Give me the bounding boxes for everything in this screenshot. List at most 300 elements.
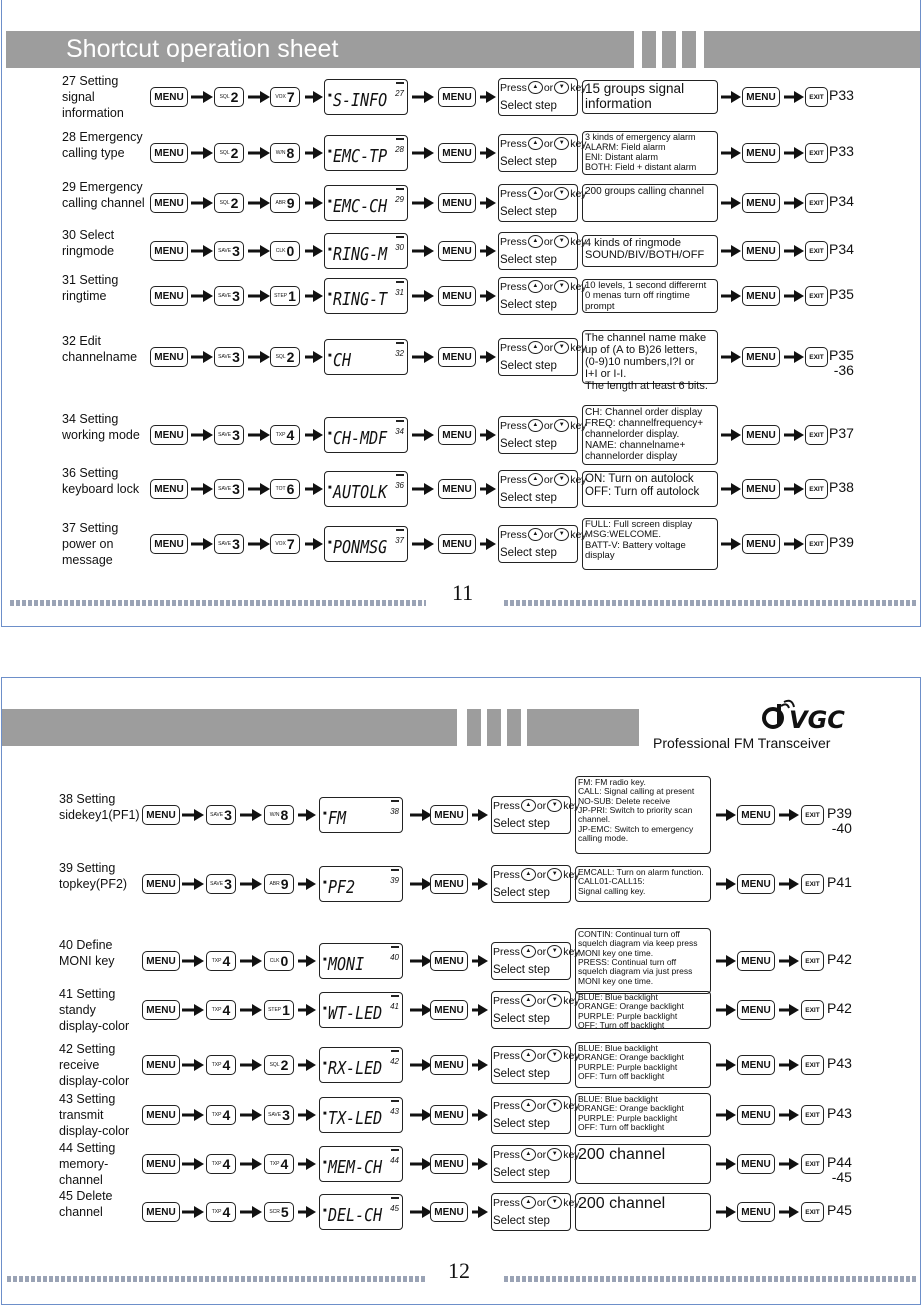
up-key-icon: ▲ [521, 1148, 536, 1161]
number-key[interactable] [264, 1000, 294, 1020]
number-key[interactable] [264, 874, 294, 894]
exit-key[interactable]: EXIT [801, 874, 824, 894]
key-digit: 3 [232, 427, 240, 443]
or-text: or [536, 1148, 547, 1161]
page-number: 12 [448, 1258, 470, 1283]
press-text: Press [500, 137, 527, 150]
key-digit: 8 [286, 145, 295, 161]
press-text: Press [500, 528, 527, 541]
exit-key[interactable]: EXIT [805, 479, 828, 499]
key-digit: 7 [286, 89, 295, 105]
brand-text: VGC [789, 706, 845, 734]
down-key-icon: ▼ [547, 1099, 562, 1112]
up-key-icon: ▲ [528, 235, 543, 248]
key-digit: 9 [286, 195, 295, 211]
menu-key[interactable]: MENU [438, 347, 476, 367]
option-description: 3 kinds of emergency alarm ALARM: Field alarm ENI: Distant alarm BOTH: Field + distant alarm [582, 131, 718, 175]
exit-key[interactable]: EXIT [805, 193, 828, 213]
footer-dots-left [10, 600, 426, 606]
key-digit: 3 [232, 288, 240, 304]
key-sublabel: STEP [268, 1007, 282, 1013]
down-key-icon: ▼ [547, 868, 562, 881]
lcd-dot-icon: ■ [328, 431, 332, 437]
select-step-box [491, 1145, 580, 1183]
arrow-icon [305, 245, 323, 257]
arrow-icon [412, 245, 434, 257]
menu-key[interactable]: MENU [142, 1105, 180, 1125]
select-step-box [491, 1193, 580, 1231]
select-step-text: Select step [500, 156, 557, 168]
arrow-icon [305, 147, 323, 159]
exit-key[interactable]: EXIT [801, 1202, 824, 1222]
key-digit: 2 [280, 1057, 289, 1073]
setting-label: 31 Setting ringtime [62, 273, 119, 303]
menu-key[interactable]: MENU [142, 1154, 180, 1174]
shortcut-row [2, 228, 920, 272]
lcd-text: RING-T [333, 288, 388, 310]
menu-key[interactable]: MENU [438, 87, 476, 107]
lcd-text: TX-LED [328, 1107, 383, 1129]
menu-key[interactable]: MENU [430, 1055, 468, 1075]
number-key[interactable] [264, 1055, 294, 1075]
lcd-display [324, 339, 408, 375]
arrow-icon [721, 290, 741, 302]
up-key-icon: ▲ [528, 280, 543, 293]
header-stripe [507, 709, 521, 746]
lcd-number: 45 [390, 1204, 399, 1213]
menu-key[interactable]: MENU [438, 534, 476, 554]
key-digit: 3 [232, 243, 240, 259]
option-description: CH: Channel order display FREQ: channelfrequency+ channelorder display. NAME: channelname+ channelorder display [582, 405, 718, 465]
up-key-icon: ▲ [528, 473, 543, 486]
arrow-icon [191, 351, 213, 363]
or-text: or [536, 945, 547, 958]
setting-label: 43 Setting transmit display-color [59, 1092, 130, 1138]
arrow-icon [191, 483, 213, 495]
arrow-icon [240, 809, 262, 821]
select-step-box [498, 277, 587, 315]
down-key-icon: ▼ [547, 1049, 562, 1062]
or-text: or [543, 473, 554, 486]
key-text: key [570, 137, 587, 150]
key-text: key [570, 419, 587, 432]
key-digit: 2 [230, 145, 239, 161]
or-text: or [543, 81, 554, 94]
arrow-icon [182, 955, 204, 967]
key-digit: 3 [232, 481, 240, 497]
up-key-icon: ▲ [521, 1049, 536, 1062]
menu-key[interactable]: MENU [737, 1154, 775, 1174]
arrow-icon [480, 429, 496, 441]
shortcut-row [2, 861, 920, 905]
down-key-icon: ▼ [554, 187, 569, 200]
menu-key[interactable]: MENU [438, 143, 476, 163]
arrow-icon [240, 955, 262, 967]
arrow-icon [716, 955, 736, 967]
down-key-icon: ▼ [547, 799, 562, 812]
setting-label: 40 Define MONI key [59, 938, 115, 968]
select-step-box [498, 184, 587, 222]
number-key[interactable] [206, 874, 236, 894]
key-sublabel: W/N [269, 812, 280, 818]
menu-key[interactable]: MENU [737, 1000, 775, 1020]
number-key[interactable] [214, 87, 244, 107]
arrow-icon [784, 483, 804, 495]
number-key[interactable] [270, 286, 300, 306]
page-reference: P44 -45 [827, 1154, 852, 1185]
number-key[interactable] [270, 241, 300, 261]
down-key-icon: ▼ [547, 994, 562, 1007]
menu-key[interactable]: MENU [430, 1105, 468, 1125]
menu-key[interactable]: MENU [142, 1055, 180, 1075]
lcd-text: DEL-CH [328, 1204, 383, 1226]
menu-key[interactable]: MENU [438, 193, 476, 213]
page-reference: P35 [829, 286, 854, 302]
menu-key[interactable]: MENU [150, 193, 188, 213]
exit-key[interactable]: EXIT [805, 425, 828, 445]
arrow-icon [298, 1158, 316, 1170]
key-digit: 3 [224, 876, 232, 892]
menu-key[interactable]: MENU [150, 143, 188, 163]
arrow-icon [240, 1059, 262, 1071]
menu-key[interactable]: MENU [430, 805, 468, 825]
press-text: Press [500, 81, 527, 94]
exit-key[interactable]: EXIT [801, 1000, 824, 1020]
menu-key[interactable]: MENU [150, 534, 188, 554]
number-key[interactable] [214, 193, 244, 213]
number-key[interactable] [206, 1154, 236, 1174]
key-digit: 2 [286, 349, 295, 365]
menu-key[interactable]: MENU [438, 479, 476, 499]
number-key[interactable] [214, 425, 244, 445]
arrow-icon [779, 1206, 799, 1218]
exit-key[interactable]: EXIT [805, 87, 828, 107]
arrow-icon [191, 290, 213, 302]
shortcut-row [2, 466, 920, 510]
menu-key[interactable]: MENU [142, 951, 180, 971]
menu-key[interactable]: MENU [438, 425, 476, 445]
menu-key[interactable]: MENU [737, 805, 775, 825]
key-sublabel: TXP [211, 1062, 222, 1068]
exit-key[interactable]: EXIT [805, 286, 828, 306]
arrow-icon [784, 429, 804, 441]
menu-key[interactable]: MENU [142, 874, 180, 894]
option-description: 4 kinds of ringmode SOUND/BIV/BOTH/OFF [582, 235, 718, 267]
menu-key[interactable]: MENU [150, 347, 188, 367]
menu-key[interactable]: MENU [742, 87, 780, 107]
arrow-icon [298, 1059, 316, 1071]
key-text: key [570, 528, 587, 541]
key-sublabel: SAVE [210, 812, 224, 818]
lcd-text: AUTOLK [333, 481, 388, 503]
page-reference: P35 -36 [829, 347, 854, 378]
option-description: EMCALL: Turn on alarm function. CALL01-CALL15: Signal calling key. [575, 866, 711, 902]
press-text: Press [493, 945, 520, 958]
arrow-icon [298, 955, 316, 967]
menu-key[interactable]: MENU [737, 874, 775, 894]
select-step-text: Select step [493, 1013, 550, 1025]
arrow-icon [248, 197, 270, 209]
menu-key[interactable]: MENU [737, 1055, 775, 1075]
lcd-dot-icon: ■ [323, 1160, 327, 1166]
lcd-number: 30 [395, 243, 404, 252]
menu-key[interactable]: MENU [742, 347, 780, 367]
page-12 [1, 677, 921, 1305]
menu-key[interactable]: MENU [438, 241, 476, 261]
setting-label: 28 Emergency calling type [62, 130, 143, 160]
page-reference: P43 [827, 1055, 852, 1071]
menu-key[interactable]: MENU [430, 1202, 468, 1222]
key-sublabel: STEP [274, 293, 288, 299]
key-sublabel: VOX [275, 541, 286, 547]
lcd-number: 39 [390, 876, 399, 885]
number-key[interactable] [270, 479, 300, 499]
lcd-dot-icon: ■ [323, 957, 327, 963]
down-key-icon: ▼ [554, 81, 569, 94]
shortcut-row [2, 74, 920, 120]
arrow-icon [182, 1109, 204, 1121]
shortcut-row [2, 776, 920, 854]
number-key[interactable] [214, 347, 244, 367]
key-digit: 0 [286, 243, 295, 259]
arrow-icon [240, 1206, 262, 1218]
lcd-display [324, 135, 408, 171]
number-key[interactable] [214, 286, 244, 306]
exit-key[interactable]: EXIT [801, 805, 824, 825]
option-description: BLUE: Blue backlight ORANGE: Orange backlight PURPLE: Purple backlight OFF: Turn off backlight [575, 1042, 711, 1088]
menu-key[interactable]: MENU [742, 479, 780, 499]
key-sublabel: W/N [275, 150, 286, 156]
lcd-text: PF2 [328, 876, 356, 898]
lcd-display [324, 278, 408, 314]
exit-key[interactable]: EXIT [805, 241, 828, 261]
select-step-box [498, 525, 587, 563]
number-key[interactable] [264, 1202, 294, 1222]
key-digit: 6 [286, 481, 295, 497]
press-text: Press [493, 868, 520, 881]
arrow-icon [182, 809, 204, 821]
header-bar-right [527, 709, 639, 746]
menu-key[interactable]: MENU [150, 425, 188, 445]
menu-key[interactable]: MENU [430, 1000, 468, 1020]
menu-key[interactable]: MENU [742, 286, 780, 306]
number-key[interactable] [264, 951, 294, 971]
number-key[interactable] [214, 534, 244, 554]
page-reference: P34 [829, 241, 854, 257]
arrow-icon [240, 1158, 262, 1170]
or-text: or [543, 137, 554, 150]
menu-key[interactable]: MENU [742, 143, 780, 163]
arrow-icon [472, 878, 488, 890]
menu-key[interactable]: MENU [142, 1202, 180, 1222]
key-sublabel: SAVE [268, 1112, 282, 1118]
arrow-icon [240, 1109, 262, 1121]
exit-key[interactable]: EXIT [801, 951, 824, 971]
menu-key[interactable]: MENU [737, 1202, 775, 1222]
number-key[interactable] [206, 805, 236, 825]
menu-key[interactable]: MENU [742, 241, 780, 261]
number-key[interactable] [270, 193, 300, 213]
option-description: The channel name make up of (A to B)26 letters, (0-9)10 numbers,I?I or I+I or I-I. The length at least 6 bits. [582, 330, 718, 384]
arrow-icon [305, 483, 323, 495]
arrow-icon [779, 1059, 799, 1071]
lcd-number: 36 [395, 481, 404, 490]
key-sublabel: TXP [275, 432, 286, 438]
arrow-icon [182, 878, 204, 890]
exit-key[interactable]: EXIT [801, 1055, 824, 1075]
menu-key[interactable]: MENU [737, 951, 775, 971]
arrow-icon [784, 197, 804, 209]
press-text: Press [500, 341, 527, 354]
arrow-icon [721, 538, 741, 550]
select-step-text: Select step [500, 254, 557, 266]
arrow-icon [248, 290, 270, 302]
shortcut-row [2, 273, 920, 317]
menu-key[interactable]: MENU [142, 805, 180, 825]
number-key[interactable] [206, 1105, 236, 1125]
key-sublabel: SAVE [210, 881, 224, 887]
number-key[interactable] [214, 241, 244, 261]
press-text: Press [500, 419, 527, 432]
setting-label: 39 Setting topkey(PF2) [59, 861, 128, 891]
number-key[interactable] [206, 951, 236, 971]
number-key[interactable] [270, 347, 300, 367]
option-description: CONTIN: Continual turn off squelch diagram via keep press MONI key one time. PRESS: Continual turn off squelch diagram via just press MONI key one time. [575, 928, 711, 994]
key-digit: 4 [222, 1057, 231, 1073]
shortcut-row [2, 1093, 920, 1137]
or-text: or [536, 1196, 547, 1209]
setting-label: 44 Setting memory- channel [59, 1141, 116, 1187]
menu-key[interactable]: MENU [430, 951, 468, 971]
menu-key[interactable]: MENU [150, 87, 188, 107]
exit-key[interactable]: EXIT [805, 143, 828, 163]
number-key[interactable] [214, 479, 244, 499]
select-step-box [498, 78, 587, 116]
select-step-text: Select step [500, 360, 557, 372]
lcd-dot-icon: ■ [323, 811, 327, 817]
arrow-icon [240, 1004, 262, 1016]
exit-key[interactable]: EXIT [805, 534, 828, 554]
key-digit: 1 [288, 288, 296, 304]
arrow-icon [480, 91, 496, 103]
select-step-text: Select step [500, 547, 557, 559]
arrow-icon [779, 809, 799, 821]
option-description: BLUE: Blue backlight ORANGE: Orange backlight PURPLE: Purple backlight OFF: Turn off backlight [575, 1093, 711, 1137]
number-key[interactable] [214, 143, 244, 163]
page-reference: P41 [827, 874, 852, 890]
number-key[interactable] [264, 805, 294, 825]
menu-key[interactable]: MENU [142, 1000, 180, 1020]
arrow-icon [716, 1158, 736, 1170]
key-digit: 7 [286, 536, 295, 552]
number-key[interactable] [264, 1105, 294, 1125]
down-key-icon: ▼ [554, 528, 569, 541]
number-key[interactable] [270, 87, 300, 107]
menu-key[interactable]: MENU [742, 193, 780, 213]
arrow-icon [480, 197, 496, 209]
lcd-number: 32 [395, 349, 404, 358]
menu-key[interactable]: MENU [150, 241, 188, 261]
menu-key[interactable]: MENU [737, 1105, 775, 1125]
arrow-icon [779, 1158, 799, 1170]
press-text: Press [493, 799, 520, 812]
setting-label: 45 Delete channel [59, 1189, 113, 1219]
arrow-icon [784, 290, 804, 302]
arrow-icon [412, 351, 434, 363]
arrow-icon [305, 351, 323, 363]
key-text: key [570, 187, 587, 200]
down-key-icon: ▼ [547, 1148, 562, 1161]
key-digit: 4 [280, 1156, 289, 1172]
arrow-icon [779, 955, 799, 967]
arrow-icon [412, 538, 434, 550]
exit-key[interactable]: EXIT [801, 1154, 824, 1174]
number-key[interactable] [206, 1000, 236, 1020]
number-key[interactable] [264, 1154, 294, 1174]
number-key[interactable] [270, 143, 300, 163]
press-text: Press [500, 473, 527, 486]
page-reference: P37 [829, 425, 854, 441]
number-key[interactable] [206, 1202, 236, 1222]
exit-key[interactable]: EXIT [801, 1105, 824, 1125]
key-digit: 3 [224, 807, 232, 823]
up-key-icon: ▲ [528, 137, 543, 150]
arrow-icon [472, 955, 488, 967]
menu-key[interactable]: MENU [742, 534, 780, 554]
arrow-icon [298, 1109, 316, 1121]
lcd-dot-icon: ■ [323, 1208, 327, 1214]
arrow-icon [248, 351, 270, 363]
menu-key[interactable]: MENU [430, 1154, 468, 1174]
lcd-number: 40 [390, 953, 399, 962]
number-key[interactable] [270, 534, 300, 554]
lcd-display [319, 943, 403, 979]
menu-key[interactable]: MENU [150, 479, 188, 499]
lcd-text: FM [328, 807, 347, 829]
select-step-text: Select step [500, 299, 557, 311]
arrow-icon [410, 1109, 432, 1121]
or-text: or [543, 235, 554, 248]
arrow-icon [472, 1004, 488, 1016]
lcd-display [319, 797, 403, 833]
key-digit: 2 [230, 89, 239, 105]
lcd-display [319, 992, 403, 1028]
press-text: Press [500, 235, 527, 248]
exit-key[interactable]: EXIT [805, 347, 828, 367]
lcd-number: 37 [395, 536, 404, 545]
setting-label: 29 Emergency calling channel [62, 180, 145, 210]
select-step-box [498, 232, 587, 270]
select-step-box [491, 991, 580, 1029]
setting-label: 36 Setting keyboard lock [62, 466, 140, 496]
key-digit: 3 [232, 349, 240, 365]
menu-key[interactable]: MENU [430, 874, 468, 894]
arrow-icon [472, 1158, 488, 1170]
menu-key[interactable]: MENU [438, 286, 476, 306]
arrow-icon [784, 91, 804, 103]
number-key[interactable] [206, 1055, 236, 1075]
menu-key[interactable]: MENU [742, 425, 780, 445]
press-text: Press [493, 1049, 520, 1062]
shortcut-row [2, 987, 920, 1033]
number-key[interactable] [270, 425, 300, 445]
key-sublabel: SAVE [218, 486, 232, 492]
arrow-icon [240, 878, 262, 890]
arrow-icon [480, 483, 496, 495]
key-text: key [563, 994, 580, 1007]
menu-key[interactable]: MENU [150, 286, 188, 306]
shortcut-row [2, 330, 920, 393]
